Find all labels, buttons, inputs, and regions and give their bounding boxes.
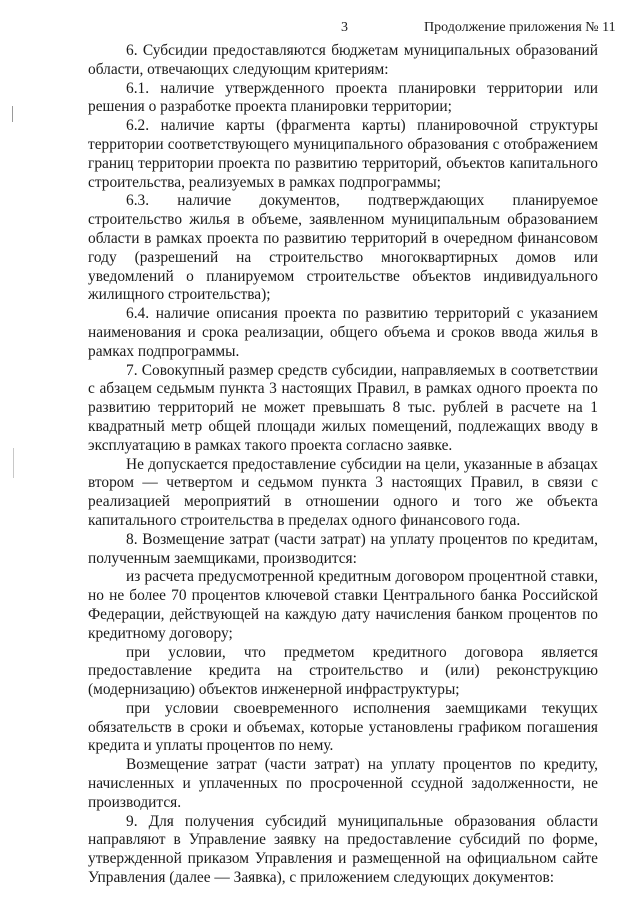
scan-artifact-top xyxy=(12,106,13,122)
paragraph-6-2: 6.2. наличие карты (фрагмента карты) планировочной структуры территории соответствующего муниципального образования с отображением границ территории проекта по развитию территорий, объектов капитального строительства, реализуемых в рамках подпрограммы; xyxy=(88,117,598,191)
scan-artifact-middle xyxy=(13,448,14,478)
paragraph-9: 9. Для получения субсидий муниципальные образования области направляют в Управление заявку на предоставление субсидий по форме, утвержденной приказом Управления и размещенной на официальном сайте Управления (далее — Заявка), с приложением следующих документов: xyxy=(88,812,598,887)
page-number: 3 xyxy=(341,20,348,35)
paragraph-7-restriction: Не допускается предоставление субсидии на цели, указанные в абзацах втором — четвертом и седьмом пункта 3 настоящих Правил, в связи с реализацией мероприятий в отношении одного и того же объекта капитального строительства в пределах одного финансового года. xyxy=(88,455,598,529)
paragraph-6: 6. Субсидии предоставляются бюджетам муниципальных образований области, отвечающих следующим критериям: xyxy=(88,42,598,78)
document-body xyxy=(88,42,598,888)
paragraph-8-overdue-exclusion: Возмещение затрат (части затрат) на уплату процентов по кредиту, начисленных и уплаченных по просроченной ссудной задолженности, не производится. xyxy=(88,756,598,811)
paragraph-6-3: 6.3. наличие документов, подтверждающих планируемое строительство жилья в объеме, заявленном муниципальным образованием области в рамках проекта по развитию территорий в очередном финансовом году (разрешений на строительство многоквартирных домов или уведомлений о планируемом строительстве объектов индивидуального жилищного строительства); xyxy=(88,192,598,304)
paragraph-6-1: 6.1. наличие утвержденного проекта планировки территории или решения о разработке проекта планировки территории; xyxy=(88,79,598,116)
paragraph-8-timely-condition: при условии своевременного исполнения заемщиками текущих обязательств в сроки и объемах, которые установлены графиком погашения кредита и уплаты процентов по нему. xyxy=(88,699,598,755)
paragraph-7: 7. Совокупный размер средств субсидии, направляемых в соответствии с абзацем седьмым пункта 3 настоящих Правил, в рамках одного проекта по развитию территорий не может превышать 8 тыс. рублей в расчете на 1 квадратный метр общей площади жилых помещений, подлежащих вводу в эксплуатацию в рамках такого проекта согласно заявке. xyxy=(88,361,598,454)
paragraph-8: 8. Возмещение затрат (части затрат) на уплату процентов по кредитам, полученным заемщиками, производится: xyxy=(88,530,598,567)
paragraph-6-4: 6.4. наличие описания проекта по развитию территорий с указанием наименования и срока реализации, общего объема и сроков ввода жилья в рамках подпрограммы. xyxy=(88,305,598,360)
paragraph-8-rate-condition: из расчета предусмотренной кредитным договором процентной ставки, но не более 70 процентов ключевой ставки Центрального банка Российской Федерации, действующей на каждую дату начисления банком процентов по кредитному договору; xyxy=(88,568,598,642)
paragraph-8-subject-condition: при условии, что предметом кредитного договора является предоставление кредита на строительство и (или) реконструкцию (модернизацию) объектов инженерной инфраструктуры; xyxy=(88,643,598,699)
running-header: Продолжение приложения № 11 xyxy=(424,20,616,35)
